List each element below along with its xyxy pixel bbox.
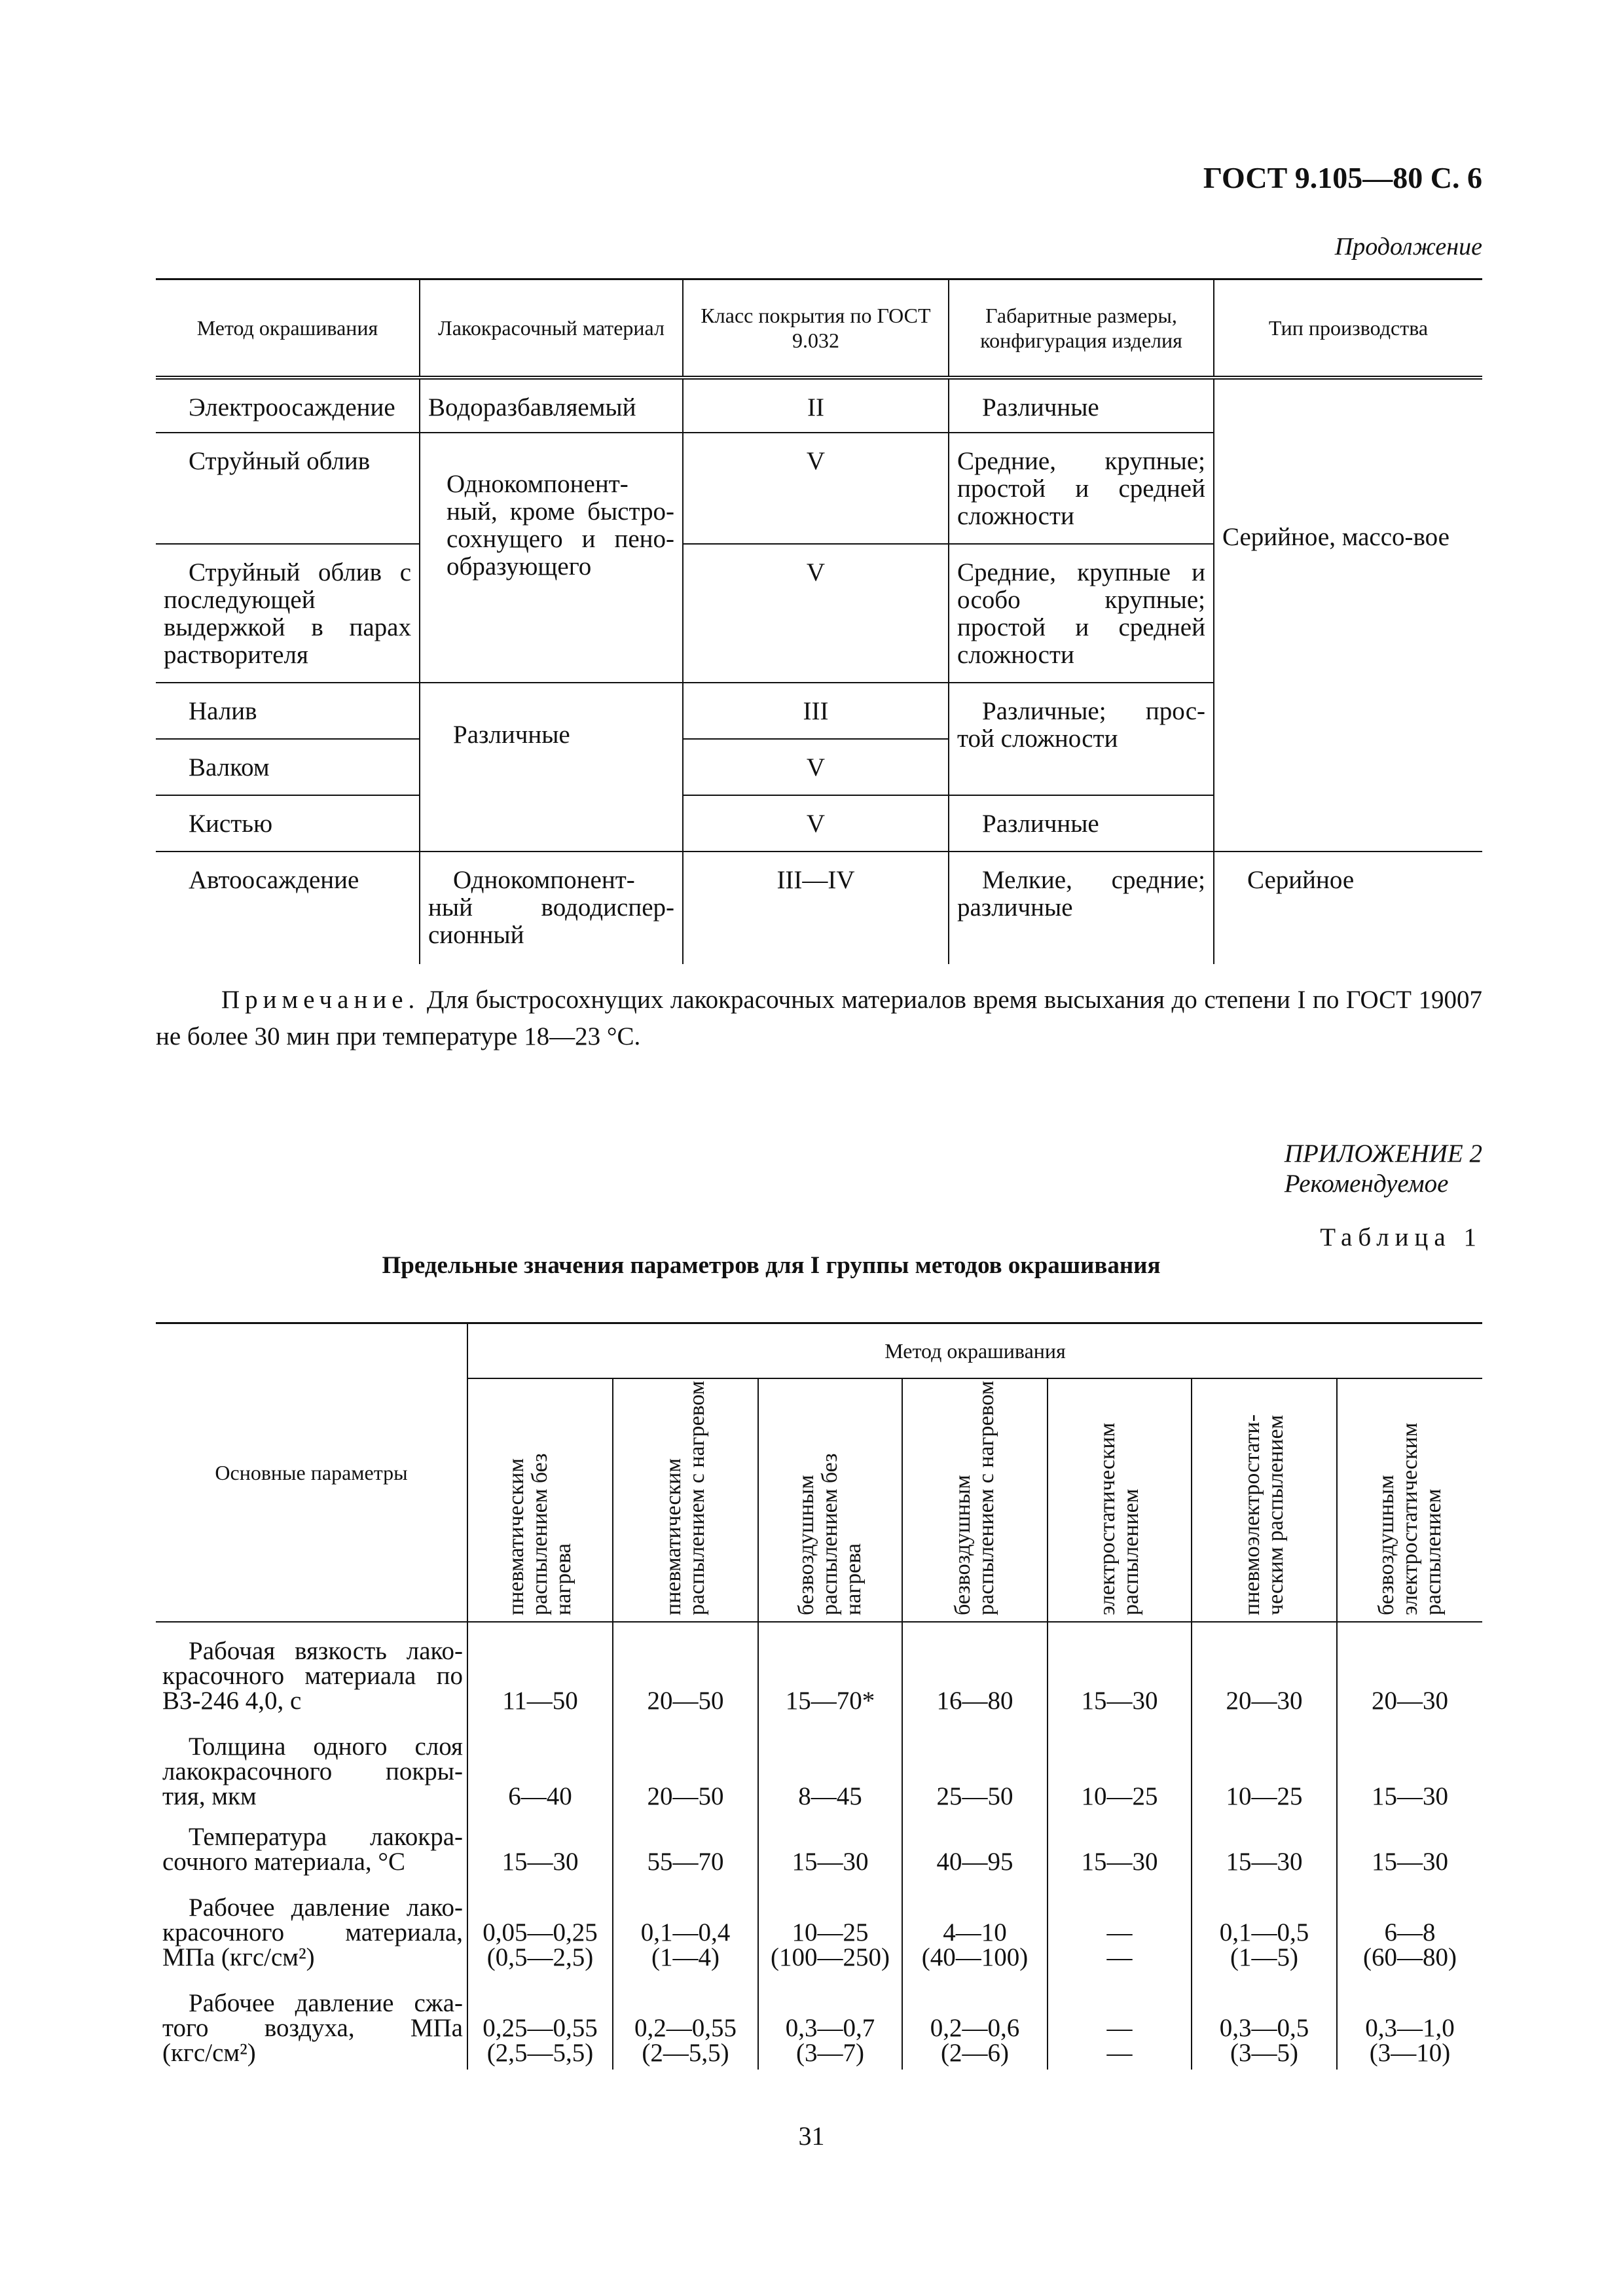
cell-value	[467, 1974, 613, 2070]
value-main: 16—80	[936, 1686, 1013, 1715]
appendix-subtitle: Рекомендуемое	[1284, 1170, 1449, 1198]
header-method-label: безвоздушным распылением с нагревом	[951, 1380, 998, 1615]
cell-value	[902, 1974, 1048, 2070]
header-method-label: пневматическим распылением с нагревом	[661, 1380, 709, 1615]
table-header-row	[156, 1323, 1482, 1378]
parameter-line: красочного материала по	[162, 1661, 463, 1690]
cell-method: Налив	[156, 683, 420, 739]
value-main: 20—50	[647, 1686, 724, 1715]
cell-value	[758, 1717, 902, 1813]
value-main: 55—70	[647, 1847, 724, 1876]
value-secondary: (100—250)	[771, 1943, 890, 1971]
cell-value	[1337, 1974, 1482, 2070]
value-main: 40—95	[936, 1847, 1013, 1876]
value-main: 15—30	[792, 1847, 869, 1876]
header-method-label: пневматическим распылением без нагрева	[504, 1452, 575, 1615]
cell-value	[1337, 1622, 1482, 1717]
cell-size: Различные; прос-той сложности	[949, 683, 1214, 795]
value-main: 0,1—0,4	[640, 1918, 731, 1946]
value-main: 6—40	[508, 1782, 572, 1810]
cell-value	[467, 1878, 613, 1974]
parameter-line: сочного материала, °С	[162, 1847, 406, 1876]
cell-value	[1192, 1622, 1337, 1717]
value-main: 25—50	[936, 1782, 1013, 1810]
cell-value	[1048, 1717, 1192, 1813]
cell-material: Водоразбавляемый	[420, 378, 683, 433]
cell-method: Струйный облив с последующей выдержкой в парах растворителя	[156, 544, 420, 683]
header-material: Лакокрасочный материал	[420, 279, 683, 378]
cell-value	[1337, 1717, 1482, 1813]
value-main: 0,3—1,0	[1365, 2013, 1455, 2042]
appendix-title: ПРИЛОЖЕНИЕ 2	[1284, 1139, 1482, 1168]
header-method-label: безвоздушным электростатическим распылением	[1374, 1422, 1446, 1615]
value-main: 4—10	[943, 1918, 1007, 1946]
methods-table	[156, 278, 1482, 964]
cell-method: Кистью	[156, 795, 420, 852]
value-main: 0,1—0,5	[1219, 1918, 1309, 1946]
cell-value	[1192, 1878, 1337, 1974]
cell-value	[467, 1717, 613, 1813]
page-number: 31	[798, 2121, 825, 2151]
cell-class: V	[683, 544, 949, 683]
value-main: 11—50	[502, 1686, 578, 1715]
cell-parameter	[156, 1717, 467, 1813]
table-header-row	[156, 279, 1482, 378]
cell-value	[1192, 1717, 1337, 1813]
cell-value	[902, 1878, 1048, 1974]
value-main: 0,2—0,55	[634, 2013, 737, 2042]
cell-class: V	[683, 795, 949, 852]
value-secondary: (3—5)	[1230, 2038, 1298, 2067]
table-row	[156, 378, 1482, 433]
header-method	[467, 1378, 613, 1622]
value-secondary: (1—4)	[651, 1943, 720, 1971]
value-secondary: (1—5)	[1230, 1943, 1298, 1971]
value-main: 0,2—0,6	[930, 2013, 1020, 2042]
cell-value	[613, 1622, 758, 1717]
cell-size: Различные	[949, 795, 1214, 852]
cell-parameter	[156, 1974, 467, 2070]
header-method-label: безвоздушным распылением без нагрева	[794, 1452, 866, 1615]
cell-value	[1048, 1878, 1192, 1974]
value-main: 15—70*	[785, 1686, 875, 1715]
cell-value	[1337, 1813, 1482, 1878]
cell-value	[613, 1717, 758, 1813]
value-secondary: (2—5,5)	[642, 2038, 729, 2067]
cell-value	[758, 1974, 902, 2070]
header-method	[902, 1378, 1048, 1622]
note-text: Для быстросохнущих лакокрасочных материалов время высыхания до степени I по ГОСТ 19007 не более 30 мин при температуре 18—23 °С.	[156, 986, 1482, 1050]
value-secondary: (2,5—5,5)	[486, 2038, 594, 2067]
cell-method: Автоосаждение	[156, 852, 420, 964]
parameter-line: лакокрасочного покры-	[162, 1757, 463, 1785]
cell-class: III	[683, 683, 949, 739]
cell-value	[613, 1878, 758, 1974]
parameter-line: МПа (кгс/см²)	[162, 1943, 315, 1971]
header-method: Метод окрашивания	[156, 279, 420, 378]
parameter-line: Рабочая вязкость лако-	[189, 1636, 463, 1665]
parameter-line: тия, мкм	[162, 1782, 257, 1810]
cell-size: Средние, крупные; простой и средней сложности	[949, 433, 1214, 544]
value-main: 15—30	[501, 1847, 579, 1876]
cell-production: Серийное, массо-вое	[1214, 378, 1482, 852]
value-secondary: —	[1106, 1943, 1133, 1971]
table-row	[156, 1622, 1482, 1717]
cell-parameter	[156, 1878, 467, 1974]
value-secondary: (3—10)	[1369, 2038, 1451, 2067]
cell-size: Мелкие, средние; различные	[949, 852, 1214, 964]
cell-value	[1192, 1974, 1337, 2070]
header-method	[1048, 1378, 1192, 1622]
parameter-line: Рабочее давление сжа-	[189, 1988, 463, 2017]
header-method-group: Метод окрашивания	[467, 1323, 1482, 1378]
value-main: —	[1106, 1918, 1133, 1946]
value-main: 15—30	[1081, 1847, 1158, 1876]
parameter-line: Толщина одного слоя	[189, 1732, 463, 1761]
value-main: 10—25	[1226, 1782, 1303, 1810]
value-main: 0,3—0,5	[1219, 2013, 1309, 2042]
value-main: 15—30	[1372, 1847, 1448, 1876]
parameter-line: красочного материала,	[162, 1918, 463, 1946]
cell-value	[902, 1717, 1048, 1813]
cell-material: Однокомпонент-ный вододиспер-сионный	[420, 852, 683, 964]
cell-parameter	[156, 1813, 467, 1878]
cell-class: III—IV	[683, 852, 949, 964]
cell-size: Средние, крупные и особо крупные; простой и средней сложности	[949, 544, 1214, 683]
cell-value	[1048, 1622, 1192, 1717]
parameter-line: ВЗ-246 4,0, с	[162, 1686, 302, 1715]
cell-value	[613, 1974, 758, 2070]
header-method-label: электростатическим распылением	[1095, 1422, 1143, 1615]
parameter-line: того воздуха, МПа	[162, 2013, 463, 2042]
value-main: 15—30	[1226, 1847, 1303, 1876]
table-row	[156, 1974, 1482, 2070]
cell-value	[1337, 1878, 1482, 1974]
cell-value	[902, 1813, 1048, 1878]
cell-method: Электроосаждение	[156, 378, 420, 433]
cell-size: Различные	[949, 378, 1214, 433]
header-class: Класс покрытия по ГОСТ 9.032	[683, 279, 949, 378]
value-main: 8—45	[798, 1782, 862, 1810]
header-method	[1337, 1378, 1482, 1622]
cell-material: Однокомпонент-ный, кроме быстро-сохнущего и пено-образующего	[420, 433, 683, 683]
value-main: 10—25	[1081, 1782, 1158, 1810]
cell-value	[758, 1622, 902, 1717]
value-main: 0,3—0,7	[785, 2013, 875, 2042]
value-main: 6—8	[1384, 1918, 1436, 1946]
appendix-heading	[1285, 1139, 1482, 1199]
value-main: 15—30	[1372, 1782, 1448, 1810]
value-main: 15—30	[1081, 1686, 1158, 1715]
cell-production: Серийное	[1214, 852, 1482, 964]
header-method	[613, 1378, 758, 1622]
header-production: Тип производства	[1214, 279, 1482, 378]
header-method	[1192, 1378, 1337, 1622]
cell-method: Струйный облив	[156, 433, 420, 544]
table-title-text: Предельные значения параметров для I группы методов окрашивания	[382, 1252, 1161, 1279]
cell-class: II	[683, 378, 949, 433]
value-secondary: (0,5—2,5)	[486, 1943, 594, 1971]
header-method	[758, 1378, 902, 1622]
value-main: 10—25	[792, 1918, 869, 1946]
value-main: 20—30	[1226, 1686, 1303, 1715]
table-note	[156, 982, 1482, 1055]
cell-value	[613, 1813, 758, 1878]
parameter-line: (кгс/см²)	[162, 2038, 256, 2067]
cell-value	[1192, 1813, 1337, 1878]
header-parameters: Основные параметры	[156, 1323, 467, 1622]
value-secondary: (60—80)	[1363, 1943, 1457, 1971]
cell-value	[467, 1813, 613, 1878]
value-secondary: (40—100)	[921, 1943, 1029, 1971]
value-secondary: (2—6)	[941, 2038, 1009, 2067]
cell-value	[1048, 1813, 1192, 1878]
value-main: 0,25—0,55	[483, 2013, 598, 2042]
table-title	[156, 1251, 1161, 1280]
cell-value	[758, 1813, 902, 1878]
value-main: —	[1106, 2013, 1133, 2042]
parameters-table	[156, 1322, 1482, 2070]
document-header-title: ГОСТ 9.105—80 С. 6	[1203, 161, 1482, 194]
value-secondary: —	[1106, 2038, 1133, 2067]
value-main: 20—30	[1372, 1686, 1448, 1715]
cell-material: Различные	[420, 683, 683, 852]
cell-method: Валком	[156, 739, 420, 795]
value-main: 0,05—0,25	[483, 1918, 598, 1946]
cell-value	[467, 1622, 613, 1717]
header-method-label: пневмоэлектростати-ческим распылением	[1240, 1414, 1288, 1615]
note-label: Примечание.	[221, 986, 420, 1014]
cell-parameter	[156, 1622, 467, 1717]
cell-value	[902, 1622, 1048, 1717]
table-row	[156, 1878, 1482, 1974]
cell-value	[1048, 1974, 1192, 2070]
header-size: Габаритные размеры, конфигурация изделия	[949, 279, 1214, 378]
continuation-label: Продолжение	[1334, 233, 1482, 260]
cell-class: V	[683, 433, 949, 544]
table-row	[156, 852, 1482, 964]
table-row	[156, 1813, 1482, 1878]
table-number: Таблица 1	[1320, 1223, 1482, 1251]
value-main: 20—50	[647, 1782, 724, 1810]
value-secondary: (3—7)	[796, 2038, 864, 2067]
parameter-line: Рабочее давление лако-	[189, 1893, 463, 1922]
cell-value	[758, 1878, 902, 1974]
parameter-line: Температура лакокра-	[189, 1822, 463, 1851]
cell-class: V	[683, 739, 949, 795]
table-row	[156, 1717, 1482, 1813]
